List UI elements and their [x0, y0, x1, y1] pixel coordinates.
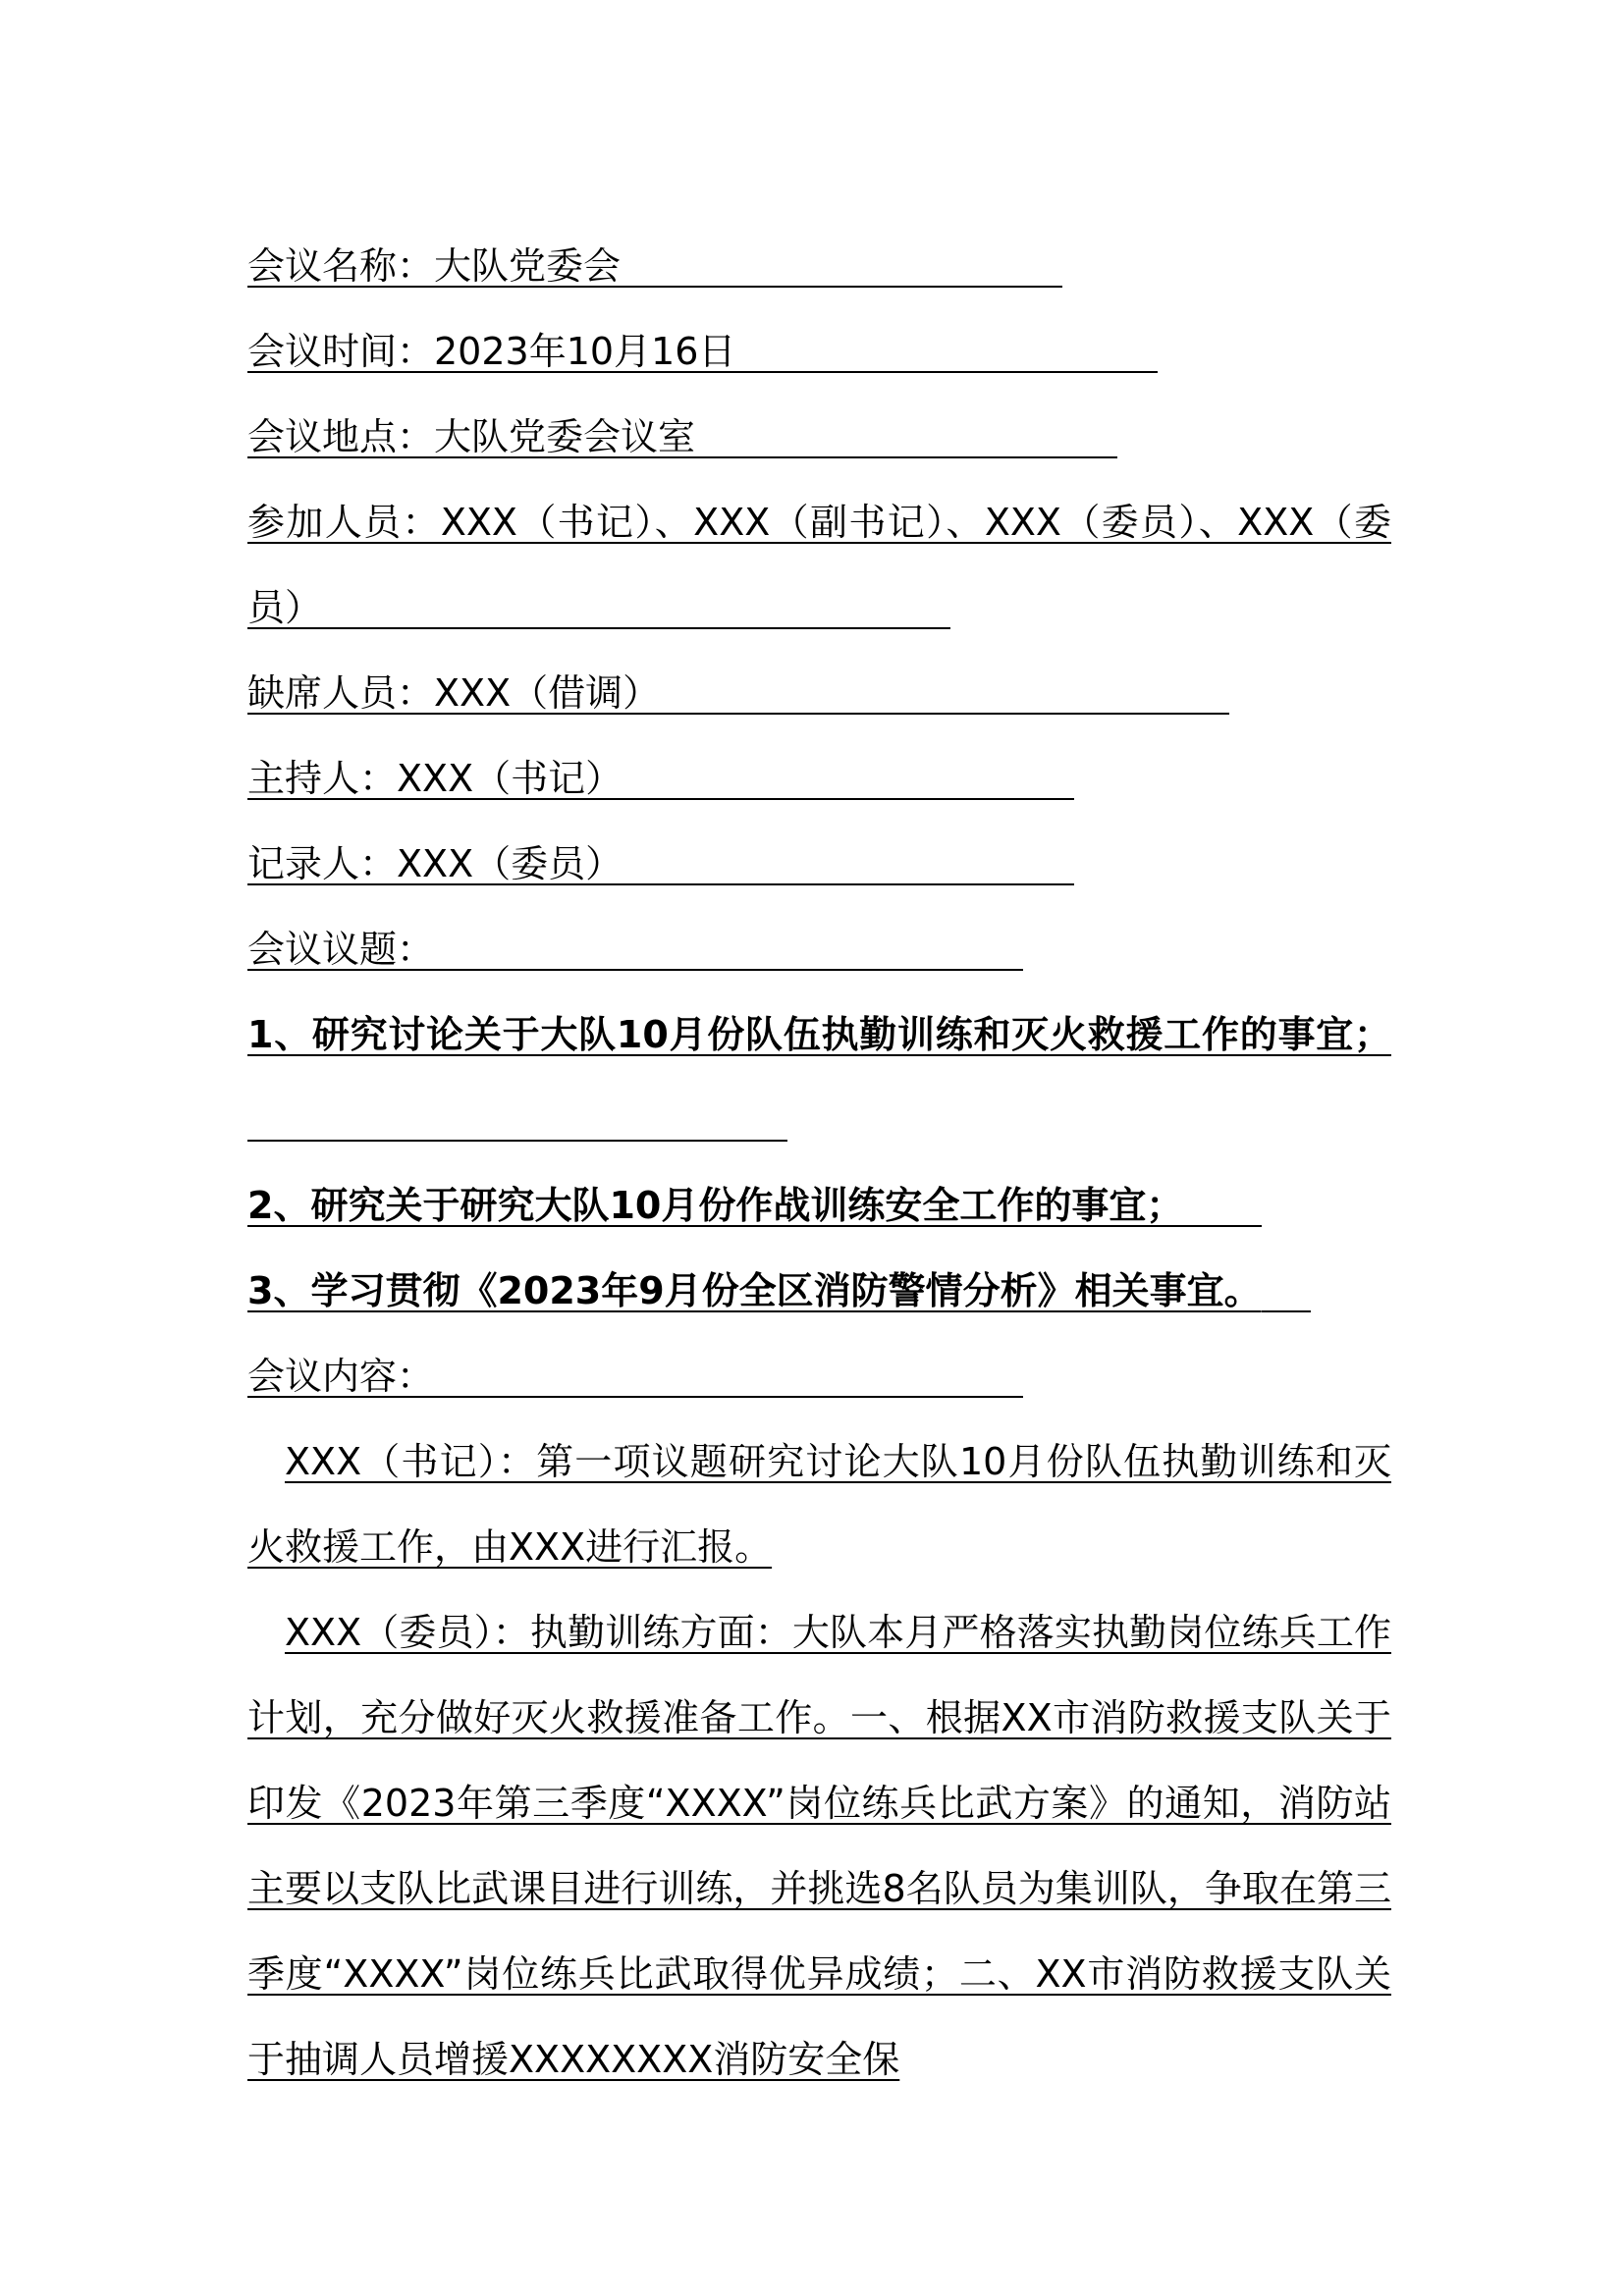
topics-heading: 会议议题： [247, 907, 1391, 992]
content-paragraph: XXX（委员）：执勤训练方面：大队本月严格落实执勤岗位练兵工作计划，充分做好灭火救援准备工作。一、根据XX市消防救援支队关于印发《2023年第三季度“XXXX”岗位练兵比武方案》的通知，消防站主要以支队比武课目进行训练，并挑选8名队员为集训队，争取在第三季度“XXXX”岗位练兵比武取得优异成绩；二、XX市消防救援支队关于抽调人员增援XXXXXXXX消防安全保 [247, 1611, 1391, 2081]
meeting-place: 会议地点：大队党委会议室 [247, 395, 1391, 480]
meeting-record [247, 224, 1391, 2103]
topic-item: 3、学习贯彻《2023年9月份全区消防警情分析》相关事宜。 [247, 1249, 1391, 1334]
meeting-recorder: 记录人：XXX（委员） [247, 822, 1391, 907]
meeting-time: 会议时间：2023年10月16日 [247, 309, 1391, 395]
content-heading: 会议内容： [247, 1334, 1391, 1419]
topic-item: 1、研究讨论关于大队10月份队伍执勤训练和灭火救援工作的事宜； [247, 992, 1391, 1163]
meeting-attendees: 参加人员：XXX（书记）、XXX（副书记）、XXX（委员）、XXX（委员） [247, 501, 1391, 629]
meeting-host: 主持人：XXX（书记） [247, 736, 1391, 822]
meeting-absent: 缺席人员：XXX（借调） [247, 651, 1391, 736]
topic-item: 2、研究关于研究大队10月份作战训练安全工作的事宜； [247, 1163, 1391, 1249]
content-paragraph: XXX（书记）：第一项议题研究讨论大队10月份队伍执勤训练和灭火救援工作，由XXX进行汇报。 [247, 1440, 1391, 1569]
meeting-name: 会议名称：大队党委会 [247, 224, 1391, 309]
